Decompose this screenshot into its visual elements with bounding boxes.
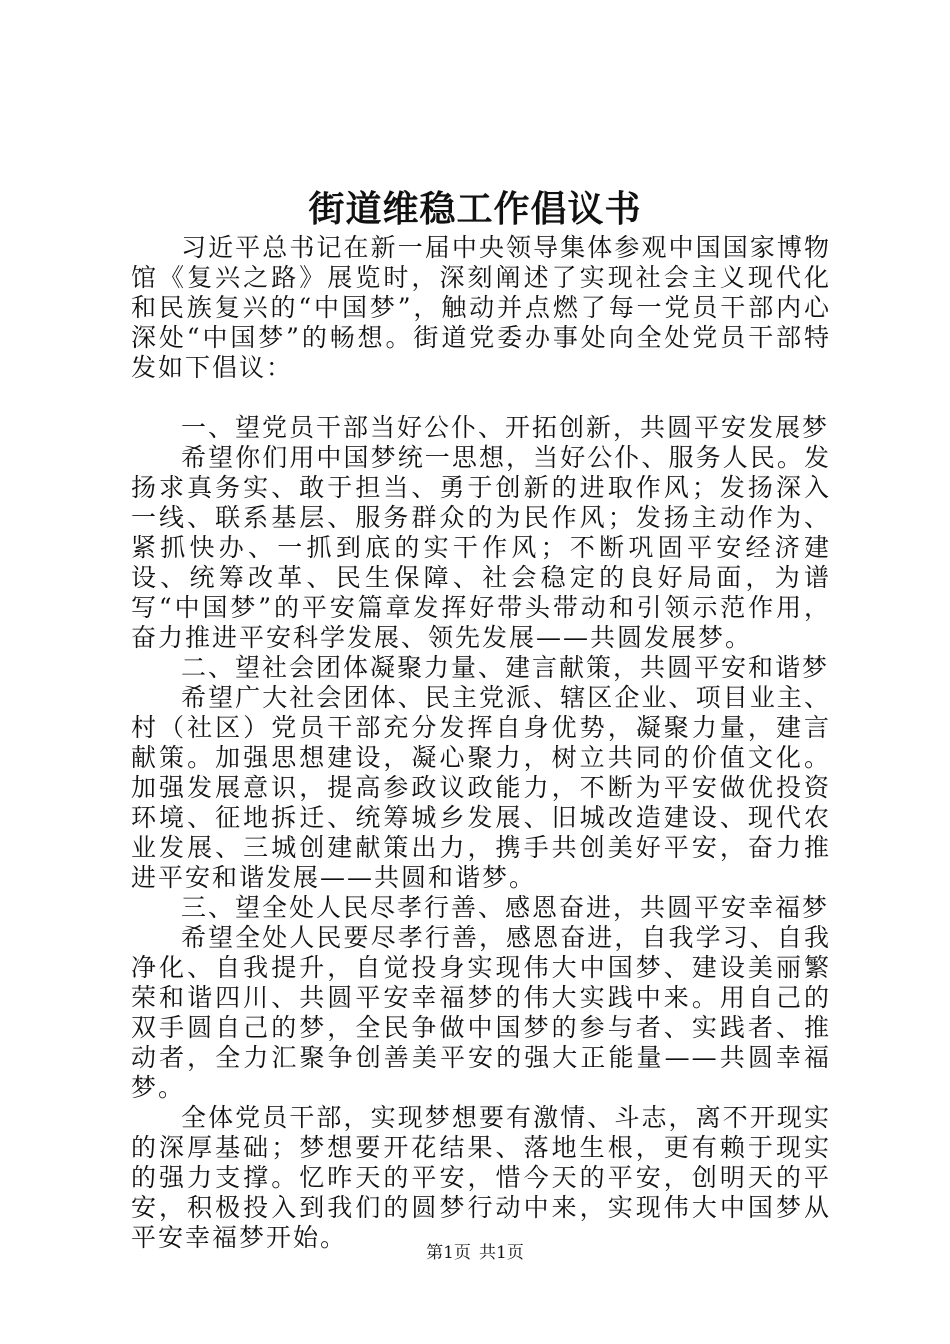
document-title: 街道维稳工作倡议书 xyxy=(308,188,642,230)
section-2-body: 希望广大社会团体、民主党派、辖区企业、项目业主、村（社区）党员干部充分发挥自身优势，凝聚力量，建言献策。加强思想建设，凝心聚力，树立共同的价值文化。加强发展意识，提高参政议政能力，不断为平安做优投资环境、征地拆迁、统筹城乡发展、旧城改造建设、现代农业发展、三城创建献策出力，携手共创美好平安，奋力推进平安和谐发展——共圆和谐梦。 xyxy=(131,683,831,892)
page-number: 第1页 xyxy=(426,1243,471,1263)
section-1-body: 希望你们用中国梦统一思想，当好公仆、服务人民。发扬求真务实、敢于担当、勇于创新的进取作风；发扬深入一线、联系基层、服务群众的为民作风；发扬主动作为、紧抓快办、一抓到底的实干作风；不断巩固平安经济建设、统筹改革、民生保障、社会稳定的良好局面，为谱写“中国梦”的平安篇章发挥好带头带动和引领示范作用，奋力推进平安科学发展、领先发展——共圆发展梦。 xyxy=(131,443,831,652)
closing-paragraph: 全体党员干部，实现梦想要有激情、斗志，离不开现实的深厚基础；梦想要开花结果、落地生根，更有赖于现实的强力支撑。忆昨天的平安，惜今天的平安，创明天的平安，积极投入到我们的圆梦行动中来，实现伟大中国梦从平安幸福梦开始。 xyxy=(131,1103,831,1252)
page-total: 共1页 xyxy=(479,1243,524,1263)
intro-paragraph: 习近平总书记在新一届中央领导集体参观中国国家博物馆《复兴之路》展览时，深刻阐述了实现社会主义现代化和民族复兴的“中国梦”，触动并点燃了每一党员干部内心深处“中国梦”的畅想。街道党委办事处向全处党员干部特发如下倡议： xyxy=(131,233,831,382)
section-3-heading: 三、望全处人民尽孝行善、感恩奋进，共圆平安幸福梦 xyxy=(181,893,830,922)
section-1-heading: 一、望党员干部当好公仆、开拓创新，共圆平安发展梦 xyxy=(181,413,830,442)
section-3-body: 希望全处人民要尽孝行善，感恩奋进，自我学习、自我净化、自我提升，自觉投身实现伟大中国梦、建设美丽繁荣和谐四川、共圆平安幸福梦的伟大实践中来。用自己的双手圆自己的梦，全民争做中国梦的参与者、实践者、推动者，全力汇聚争创善美平安的强大正能量——共圆幸福梦。 xyxy=(131,923,831,1102)
document-body xyxy=(131,233,831,1253)
section-2-heading: 二、望社会团体凝聚力量、建言献策，共圆平安和谐梦 xyxy=(181,653,830,682)
page-footer xyxy=(0,1241,950,1265)
paragraph-gap xyxy=(131,383,831,413)
